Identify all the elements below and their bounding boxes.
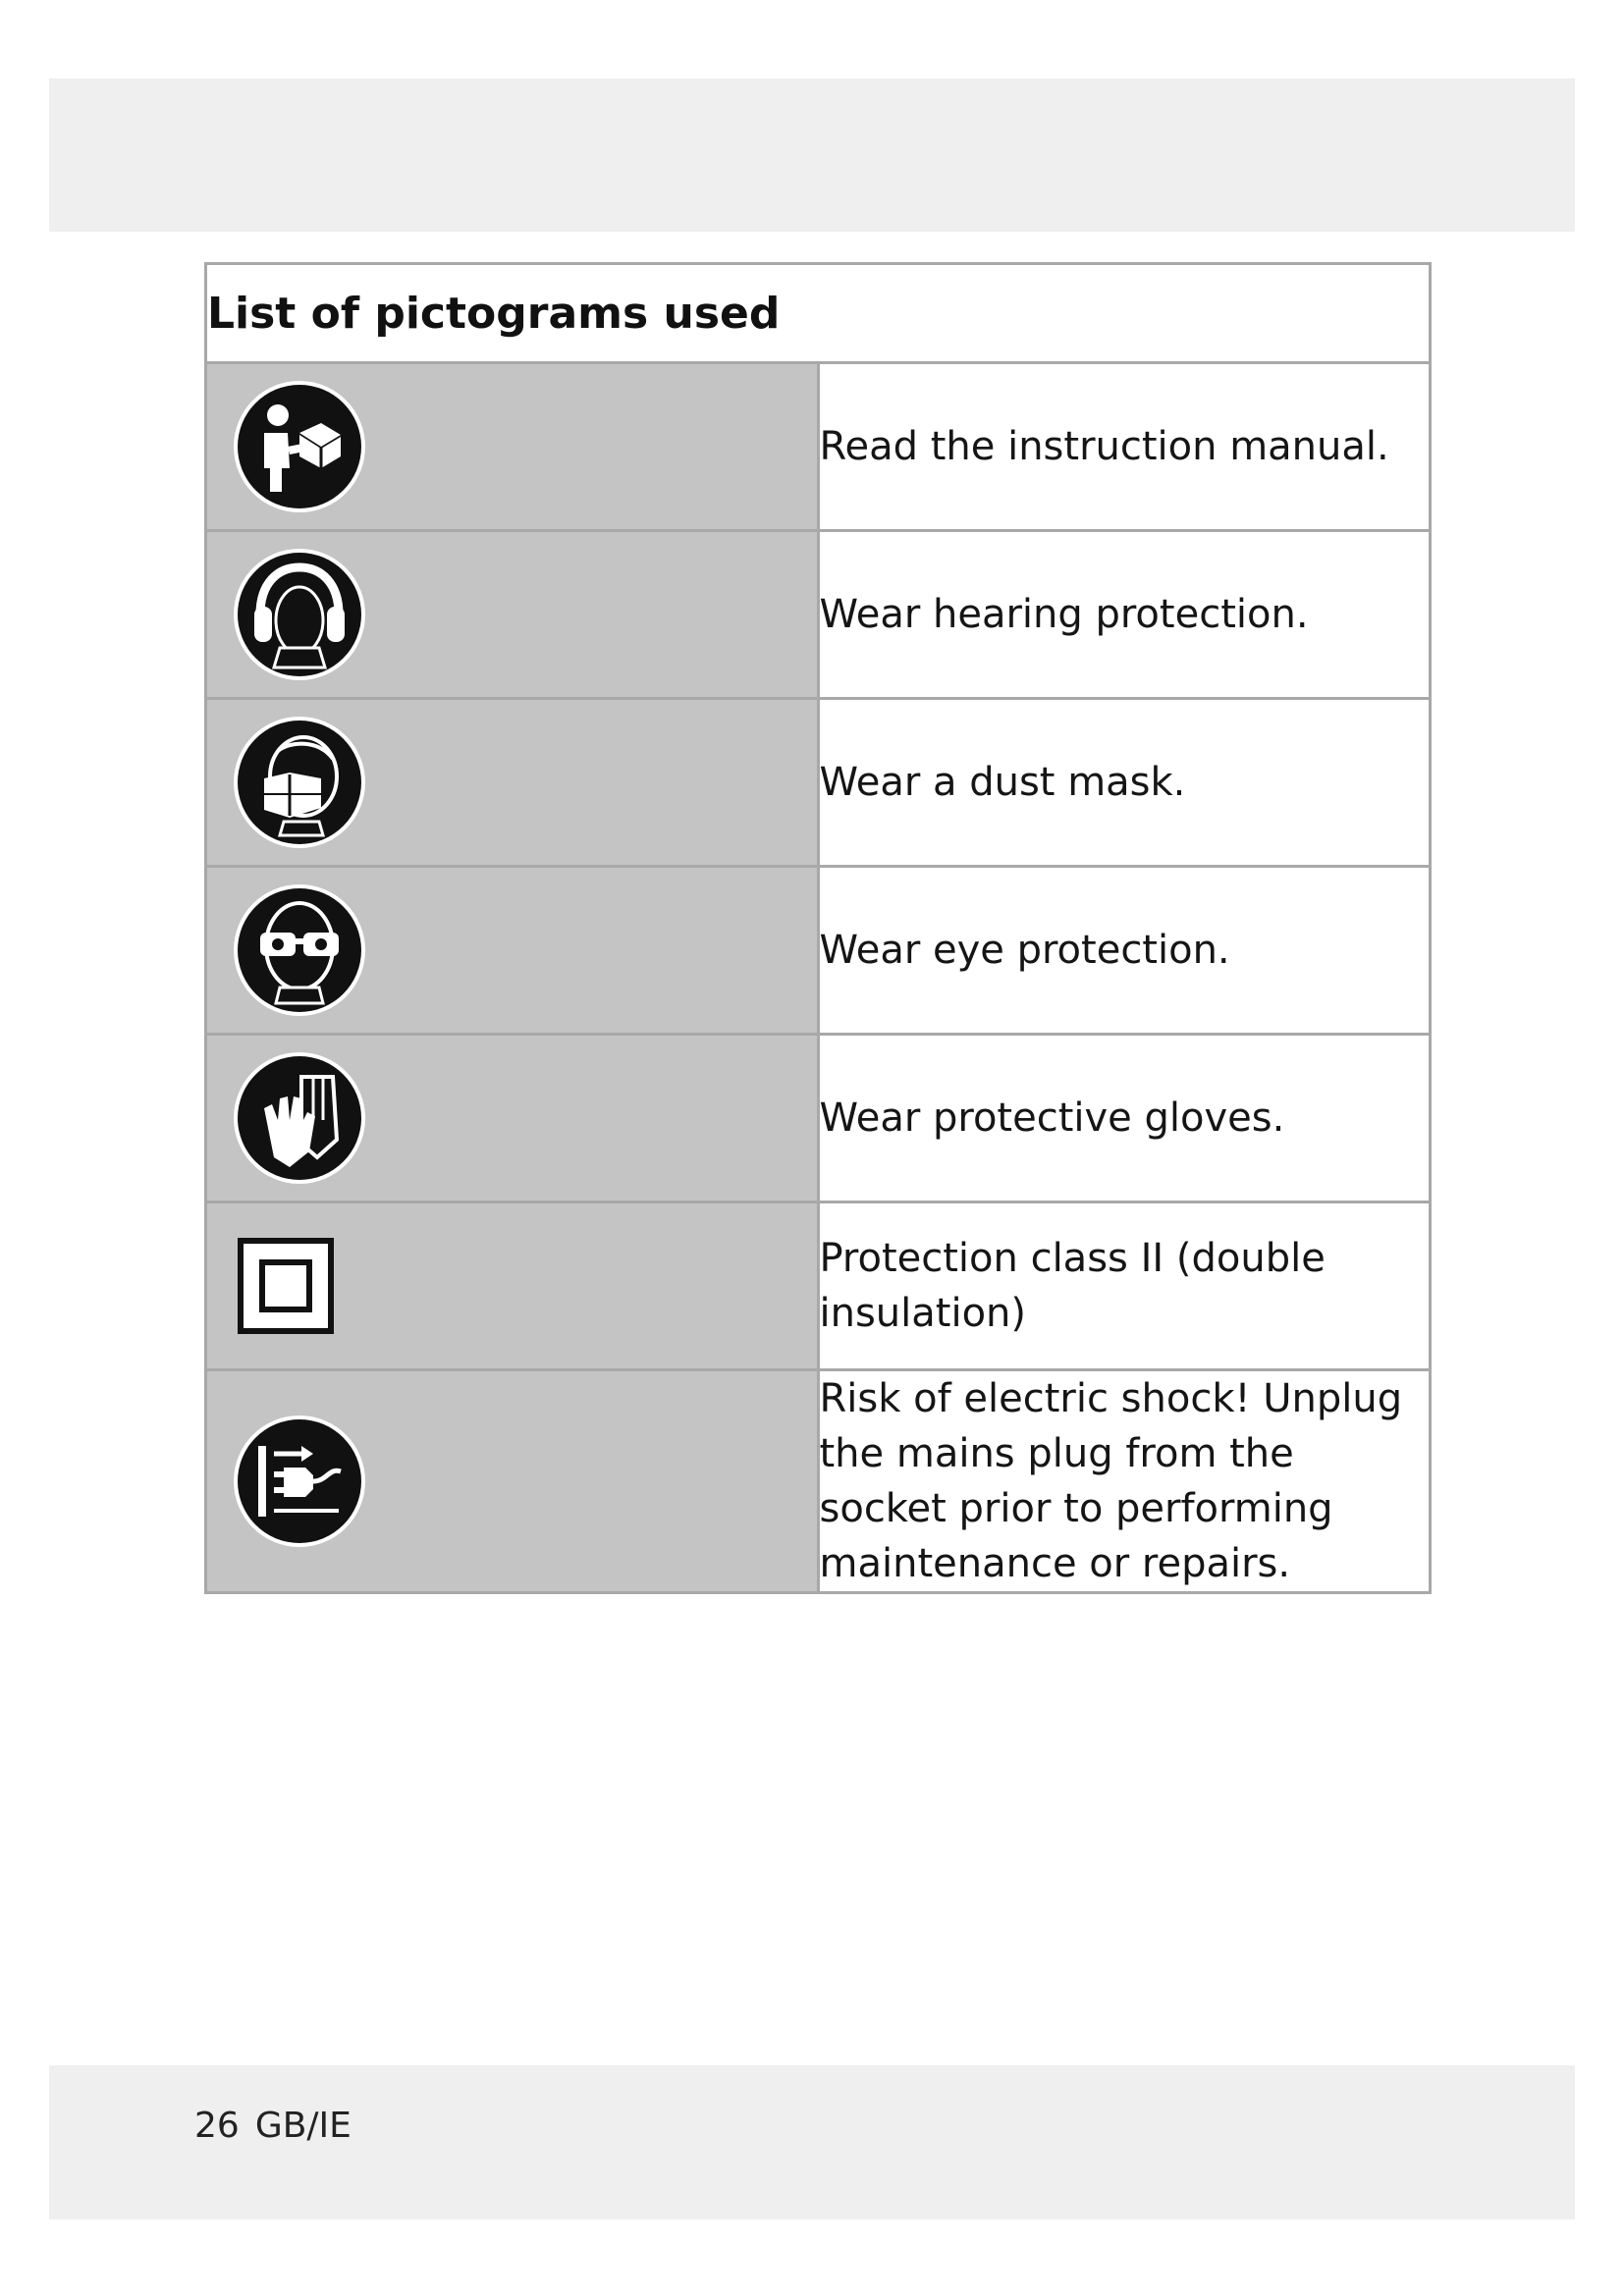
row-text: Wear eye protection.	[818, 867, 1431, 1035]
table-row	[206, 363, 1431, 531]
row-text: Wear protective gloves.	[818, 1035, 1431, 1202]
row-text: Read the instruction manual.	[818, 363, 1431, 531]
table-row	[206, 1370, 1431, 1593]
table-row	[206, 699, 1431, 867]
dust-mask-icon	[231, 714, 368, 851]
hearing-protection-icon	[231, 546, 368, 683]
icon-cell	[206, 363, 819, 531]
row-text: Wear hearing protection.	[818, 531, 1431, 699]
icon-cell	[206, 699, 819, 867]
page-footer	[194, 2103, 367, 2150]
protective-gloves-icon	[231, 1049, 368, 1187]
table-row	[206, 531, 1431, 699]
table-row	[206, 867, 1431, 1035]
icon-cell	[206, 531, 819, 699]
protection-class-ii-icon	[231, 1217, 368, 1355]
header-band	[49, 79, 1575, 232]
table-header-row	[206, 264, 1431, 363]
table-row	[206, 1035, 1431, 1202]
row-text: Risk of electric shock! Unplug the mains plug from the socket prior to performing maintenance or repairs.	[818, 1370, 1431, 1593]
region-label: GB/IE	[254, 2106, 352, 2146]
table-row	[206, 1202, 1431, 1370]
table-title: List of pictograms used	[206, 264, 1431, 363]
icon-cell	[206, 1202, 819, 1370]
icon-cell	[206, 867, 819, 1035]
eye-protection-icon	[231, 881, 368, 1019]
row-text: Protection class II (double insulation)	[818, 1202, 1431, 1370]
read-manual-icon	[231, 378, 368, 515]
icon-cell	[206, 1035, 819, 1202]
pictogram-table	[204, 262, 1432, 1594]
page-number: 26	[194, 2106, 240, 2146]
row-text: Wear a dust mask.	[818, 699, 1431, 867]
unplug-mains-icon	[231, 1413, 368, 1550]
icon-cell	[206, 1370, 819, 1593]
